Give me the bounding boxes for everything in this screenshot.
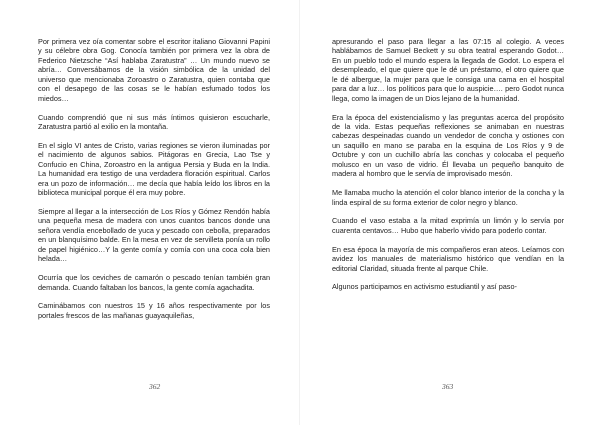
left-page-text [38, 37, 270, 330]
paragraph: Siempre al llegar a la intersección de Los Ríos y Gómez Rendón había una pequeña mesa de madera con unos cuantos bancos donde una señora vendía encebollado de yuca y pescado con cebolla, preparados en un blanquísimo balde. En la mesa en vez de servilleta ponía un rollo de papel higiénico…Y la gente comía y comía con una coca cola bien helada… [38, 206, 270, 264]
paragraph: Ocurría que los ceviches de camarón o pescado tenían también gran demanda. Cuando faltaban los bancos, la gente comía agachadita. [38, 273, 270, 292]
paragraph: Caminábamos con nuestros 15 y 16 años respectivamente por los portales frescos de las mañanas guayaquileñas, [38, 301, 270, 320]
paragraph: Por primera vez oía comentar sobre el escritor italiano Giovanni Papini y su célebre obra Gog. Conocía también por primera vez la obra de Federico Nietzsche “Así hablaba Zaratustra” … Un mundo nuevo se abría… Conversábamos de la visión simbólica de la unidad del universo que mencionaba Zoroastro o Zaratustra, quien contaba que con el desapego de las cosas se le habían esfumado todos los miedos… [38, 37, 270, 103]
paragraph: Era la época del existencialismo y las preguntas acerca del propósito de la vida. Estas pequeñas reflexiones se animaban en nuestras cabezas despeinadas cuando un vendedor de concha y ostiones con un saquillo en mano se paraba en la esquina de Los Ríos y 9 de Octubre y con un cuchillo abría las conchas y colocaba el pequeño molusco en un vaso de vidrio. Él llevaba un pequeño banquito de madera al hombro que le servía de improvisado mesón. [332, 112, 564, 179]
paragraph: Cuando comprendió que ni sus más íntimos quisieron escucharle, Zaratustra partió al exilio en la montaña. [38, 112, 270, 132]
paragraph: En esa época la mayoría de mis compañeros eran ateos. Leíamos con avidez los manuales de materialismo histórico que vendían en la editorial Claridad, situada frente al parque Chile. [332, 244, 564, 273]
page-number: 363 [442, 382, 454, 391]
page-number: 362 [149, 382, 161, 391]
right-page-text [332, 37, 564, 301]
paragraph: Algunos participamos en activismo estudiantil y así paso- [332, 282, 517, 292]
paragraph: apresurando el paso para llegar a las 07:15 al colegio. A veces hablábamos de Samuel Beckett y su obra teatral esperando Godot…En un pueblo todo el mundo espera la llegada de Godot. Lo espera el desempleado, el que quiere que le dé un préstamo, el otro quiere que le dé albergue, la mujer para que le consiga una cama en el hospital para dar a luz… los políticos para que lo auspicie…. pero Godot nunca llega, como la imagen de un Dios lejano de la humanidad. [332, 37, 564, 103]
right-page [300, 0, 600, 425]
paragraph: En el siglo VI antes de Cristo, varias regiones se vieron iluminadas por el nacimiento de algunos sabios. Pitágoras en Grecia, Lao Tse y Confucio en China, Zoroastro en la antigua Persia y Buda en la India. La humanidad era testigo de una verdadera floración espiritual. Carlos era un pozo de información… me decía que había leído los libros en la biblioteca municipal porque él era muy pobre. [38, 140, 270, 198]
paragraph: Me llamaba mucho la atención el color blanco interior de la concha y la linda espiral de su forma exterior de color negro y blanco. [332, 188, 564, 207]
paragraph: Cuando el vaso estaba a la mitad exprimía un limón y lo servía por cuarenta centavos… Hubo que haberlo vivido para poderlo contar. [332, 216, 564, 235]
